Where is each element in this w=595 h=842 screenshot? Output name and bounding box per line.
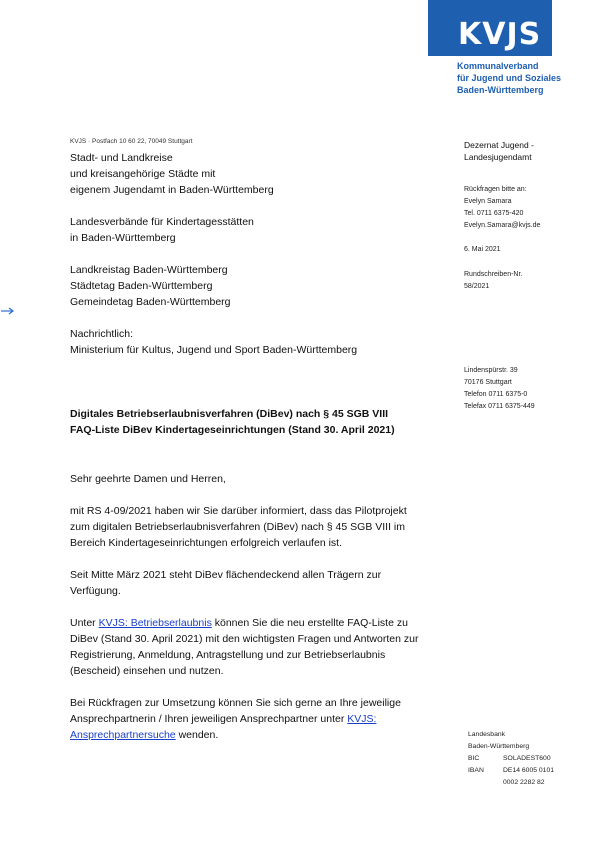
paragraph-line [70,727,450,743]
recipient-group-1 [70,150,274,198]
address-line: Lindenspürstr. 39 [464,367,518,374]
kvjs-betriebserlaubnis-link[interactable]: KVJS: Betriebserlaubnis [98,617,212,629]
kvjs-logo [428,0,552,56]
bic-row [468,753,551,765]
paragraph-3 [70,615,450,679]
address-line: Telefon 0711 6375-0 [464,391,528,398]
bank-details [468,729,555,789]
subject-line: Digitales Betriebserlaubnisverfahren (DiBev) nach § 45 SGB VIII [70,408,389,420]
paragraph-line: Registrierung, Anmeldung, Antragstellung und zur Betriebserlaubnis [70,649,386,661]
text-span: Unter [70,617,99,629]
office-address [464,365,535,413]
letter-date: 6. Mai 2021 [464,246,501,253]
bank-name: Baden-Württemberg [468,743,530,750]
salutation [70,471,450,487]
paragraph-4 [70,695,450,743]
contact-block [464,184,540,232]
cc-label: Nachrichtlich: [70,328,134,340]
recipient-line: eigenem Jugendamt in Baden-Württemberg [70,184,274,196]
text-span: können Sie die neu erstellte FAQ-Liste zu [211,617,408,629]
logo-line: für Jugend und Soziales [457,73,562,83]
recipient-line: Stadt- und Landkreise [70,152,173,164]
letter-subject [70,406,395,438]
recipient-line: in Baden-Württemberg [70,232,176,244]
contact-email: Evelyn.Samara@kvjs.de [464,222,541,229]
cc-recipient: Ministerium für Kultus, Jugend und Sport Baden-Württemberg [70,344,358,356]
logo-line: Kommunalverband [457,61,539,71]
recipient-line: Städtetag Baden-Württemberg [70,280,213,292]
arrow-right-icon [0,305,16,317]
recipient-line: Landkreistag Baden-Württemberg [70,264,228,276]
paragraph-line: zum digitalen Betriebserlaubnisverfahren (DiBev) nach § 45 SGB VIII im [70,521,405,533]
iban-label: IBAN [468,767,484,774]
paragraph-line: mit RS 4-09/2021 haben wir Sie darüber informiert, dass das Pilotprojekt [70,505,407,517]
paragraph-line: Verfügung. [70,585,121,597]
bic-value: SOLADEST600 [503,755,551,762]
kvjs-ansprechpartnersuche-link-part2[interactable]: Ansprechpartnersuche [70,729,176,741]
recipient-line: und kreisangehörige Städte mit [70,168,216,180]
logo-mark: KVJS [458,17,542,52]
paragraph-line: Bei Rückfragen zur Umsetzung können Sie sich gerne an Ihre jeweilige [70,697,401,709]
paragraph-line [70,711,450,727]
department-line: Landesjugendamt [464,152,532,162]
text-span: wenden. [175,729,219,741]
bank-name: Landesbank [468,731,506,738]
iban-row [468,765,555,777]
paragraph-line: Bereich Kindertageseinrichtungen erfolgreich verlaufen ist. [70,537,342,549]
address-line: Telefax 0711 6375-449 [464,403,535,410]
iban-value: 0002 2282 82 [503,779,545,786]
recipient-line: Gemeindetag Baden-Württemberg [70,296,231,308]
iban-value: DE14 6005 0101 [503,767,555,774]
cc-block [70,326,357,358]
contact-name: Evelyn Samara [464,198,512,205]
logo-line: Baden-Württemberg [457,85,544,95]
department-line: Dezernat Jugend - [464,140,534,150]
bic-label: BIC [468,755,480,762]
paragraph-line [70,615,450,631]
recipient-line: Landesverbände für Kindertagesstätten [70,216,254,228]
circular-number [464,269,522,293]
logo-organization-name [457,60,587,96]
recipient-group-2 [70,214,254,246]
circular-label: Rundschreiben-Nr. [464,271,523,278]
department [464,139,534,163]
paragraph-line: DiBev (Stand 30. April 2021) mit den wichtigsten Fragen und Antworten zur [70,633,419,645]
contact-phone: Tel. 0711 6375-420 [464,210,524,217]
paragraph-1 [70,503,450,551]
sender-line: KVJS · Postfach 10 60 22, 70049 Stuttgart [70,138,193,145]
address-line: 70176 Stuttgart [464,379,512,386]
paragraph-line: (Bescheid) einsehen und nutzen. [70,665,224,677]
kvjs-ansprechpartnersuche-link-part1[interactable]: KVJS: [347,713,377,725]
recipient-group-3 [70,262,231,310]
paragraph-line: Seit Mitte März 2021 steht DiBev flächendeckend allen Trägern zur [70,569,382,581]
text-span: Ansprechpartnerin / Ihren jeweiligen Ansprechpartner unter [70,713,348,725]
subject-line: FAQ-Liste DiBev Kindertageseinrichtungen (Stand 30. April 2021) [70,424,395,436]
iban-row-continued [468,777,545,789]
contact-label: Rückfragen bitte an: [464,186,527,193]
circular-value: 58/2021 [464,283,490,290]
paragraph-2 [70,567,450,599]
salutation-text: Sehr geehrte Damen und Herren, [70,473,226,485]
